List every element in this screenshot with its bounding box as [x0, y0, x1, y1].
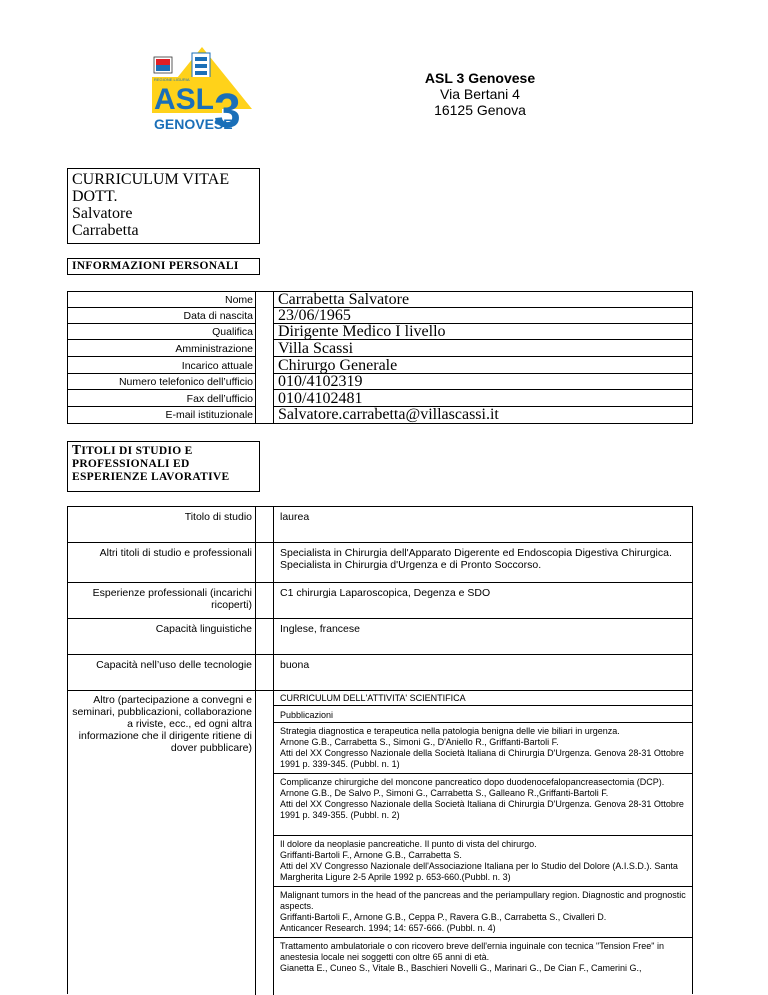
personal-label: Amministrazione [68, 341, 255, 357]
logo-number-text: 3 [214, 85, 241, 137]
personal-label: Fax dell’ufficio [68, 391, 255, 407]
logo-asl-text: ASL [154, 83, 214, 116]
publication-item: Trattamento ambulatoriale o con ricovero breve dell'ernia inguinale con tecnica "Tension Free" in anestesia locale nei soggetti con oltre 65 anni di età. Gianetta E., Cuneo S., Vitale B., Baschieri Novelli G., Marinari G., De Cian F., Camerini G., [280, 941, 664, 973]
titles-row-languages [68, 619, 692, 655]
publication-item: Complicanze chirurgiche del moncone pancreatico dopo duodenocefalopancreasectomia (DCP). Arnone G.B., De Salvo P., Simoni G., Carrabetta S., Galleano R.,Griffanti-Bartoli F. Atti del XX Congresso Nazionale della Società Italiana di Chirurgia D'Urgenza. Genova 28-31 Ottobre 1991 p. 349-355. (Pubbl. n. 2) [274, 774, 692, 836]
titles-row-experience [68, 583, 692, 619]
cv-title-line4: Carrabetta [72, 222, 139, 239]
personal-label: Nome [68, 292, 255, 308]
column-divider [255, 507, 256, 542]
titles-label: Titolo di studio [184, 511, 252, 523]
titles-value: Specialista in Chirurgia dell'Apparato Digerente ed Endoscopia Digestiva Chirurgica. Specialista in Chirurgia d'Urgenza e di Pronto Soccorso. [273, 543, 692, 582]
section-personal-info-heading: INFORMAZIONI PERSONALI [67, 258, 260, 275]
titles-value: Inglese, francese [273, 619, 692, 654]
publications-cell [273, 691, 692, 995]
personal-row-phone [68, 374, 692, 390]
titles-heading-line2: PROFESSIONALI ED [72, 458, 190, 470]
titles-table [67, 506, 693, 994]
personal-value: 010/4102319 [273, 373, 692, 390]
titles-label: Altro (partecipazione a convegni e seminari, pubblicazioni, collaborazione a riviste, ecc., ed ogni altra informazione che il dirigente ritiene di dover pubblicare) [72, 694, 252, 754]
publication-item: Il dolore da neoplasie pancreatiche. Il punto di vista del chirurgo. Griffanti-Bartoli F., Arnone G.B., Carrabetta S. Atti del XV Congresso Nazionale dell'Associazione Italiana per lo Studio del Dolore (A.I.S.D.). Santa Margherita Ligure 2-5 Aprile 1992 p. 653-660.(Pubbl. n. 3) [274, 836, 692, 887]
personal-value: Chirurgo Generale [273, 357, 692, 374]
titles-heading-initial: T [72, 442, 82, 457]
publication-item: Strategia diagnostica e terapeutica nella patologia benigna delle vie biliari in urgenza. Arnone G.B., Carrabetta S., Simoni G., D'Aniello R., Griffanti-Bartoli F. Atti del XX Congresso Nazionale della Società Italiana di Chirurgia D'Urgenza. Genova 28-31 Ottobre 1991 p. 339-345. (Pubbl. n. 1) [274, 723, 692, 774]
curriculum-title-box [67, 168, 260, 244]
titles-heading-line1 [72, 443, 255, 458]
titles-value: buona [273, 655, 692, 690]
titles-label: Esperienze professionali (incarichi ricoperti) [92, 587, 252, 611]
personal-value: Dirigente Medico I livello [273, 323, 692, 340]
publication-item: Malignant tumors in the head of the pancreas and the periampullary region. Diagnostic and prognostic aspects. Griffanti-Bartoli F., Arnone G.B., Ceppa P., Ravera G.B., Carrabetta S., Civalleri D. Anticancer Research. 1994; 14: 657-666. (Pubbl. n. 4) [274, 887, 692, 938]
personal-row-fax [68, 391, 692, 407]
titles-value: laurea [273, 507, 692, 542]
titles-row-other-degrees [68, 543, 692, 583]
organization-address: Via Bertani 4 [440, 86, 520, 102]
column-divider [255, 655, 256, 690]
column-divider [255, 691, 256, 995]
asl3-logo [152, 47, 252, 137]
personal-value: 23/06/1965 [273, 307, 692, 324]
personal-label: Qualifica [68, 324, 255, 340]
column-divider [255, 583, 256, 618]
personal-label: Incarico attuale [68, 358, 255, 374]
organization-header [330, 70, 630, 118]
personal-label: E-mail istituzionale [165, 409, 253, 421]
organization-name: ASL 3 Genovese [424, 70, 536, 86]
titles-label: Capacità linguistiche [155, 623, 252, 635]
personal-row-name [68, 292, 692, 308]
section-titles-heading [67, 441, 260, 492]
personal-label: Data di nascita [68, 308, 255, 324]
personal-row-email [68, 407, 692, 423]
personal-row-birthdate [68, 308, 692, 324]
personal-value: Villa Scassi [273, 340, 692, 357]
titles-label: Capacità nell’uso delle tecnologie [96, 659, 252, 671]
cv-title-line1: CURRICULUM VITAE [72, 171, 230, 188]
titles-row-technology [68, 655, 692, 691]
cv-title-line2: DOTT. [72, 188, 118, 205]
titles-row-other [68, 691, 692, 995]
titles-row-degree [68, 507, 692, 543]
column-divider [255, 619, 256, 654]
personal-info-table [67, 291, 693, 424]
logo-top-text: REGIONE LIGURIA [154, 77, 190, 82]
logo-name-text: GENOVESE [154, 116, 233, 132]
titles-label: Altri titoli di studio e professionali [99, 547, 252, 559]
titles-value: C1 chirurgia Laparoscopica, Degenza e SDO [273, 583, 692, 618]
personal-value: Salvatore.carrabetta@villascassi.it [273, 406, 692, 423]
publications-subheading: Pubblicazioni [274, 706, 692, 723]
personal-value: Carrabetta Salvatore [273, 291, 692, 308]
column-divider [255, 543, 256, 582]
personal-row-administration [68, 341, 692, 357]
personal-row-current-role [68, 358, 692, 374]
personal-row-qualification [68, 324, 692, 340]
cv-title-line3: Salvatore [72, 205, 133, 222]
scientific-activity-heading: CURRICULUM DELL'ATTIVITA' SCIENTIFICA [274, 691, 692, 706]
organization-city: 16125 Genova [434, 102, 526, 118]
titles-heading-line1-rest: ITOLI DI STUDIO E [81, 445, 193, 457]
personal-value: 010/4102481 [273, 390, 692, 407]
personal-label: Numero telefonico dell’ufficio [68, 374, 255, 390]
titles-heading-line3: ESPERIENZE LAVORATIVE [72, 471, 230, 483]
